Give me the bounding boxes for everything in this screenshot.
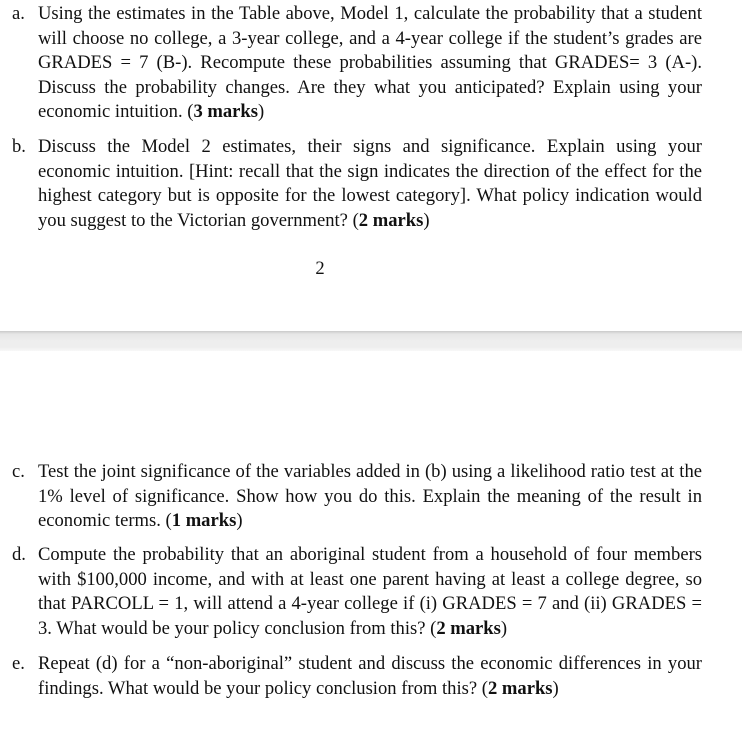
page-number: 2: [315, 258, 325, 279]
question-a: [12, 2, 702, 125]
marks-close: ): [552, 677, 559, 699]
question-text: [38, 135, 702, 233]
question-d: [12, 543, 702, 641]
question-b: [12, 135, 702, 233]
marks-open: (: [165, 510, 172, 532]
marks-close: ): [423, 209, 430, 231]
question-text: [38, 543, 702, 641]
marks-open: (: [481, 677, 488, 699]
question-body: Using the estimates in the Table above, Model 1, calculate the probability that a student will choose no college, a 3-year college, and a 4-year college if the student’s grades are GRADES = 7 (B-). Recompute these probabilities assuming that GRADES= 3 (A-). Discuss the probability changes. Are they what you anticipated? Explain using your economic intuition.: [38, 3, 702, 123]
marks-open: (: [187, 101, 194, 123]
question-body: Test the joint significance of the variables added in (b) using a likelihood ratio test at the 1% level of significance. Show how you do this. Explain the meaning of the result in economic terms.: [38, 461, 702, 532]
question-text: [38, 2, 702, 125]
question-body: Compute the probability that an aboriginal student from a household of four members with $100,000 income, and with at least one parent having at least a college degree, so that PARCOLL = 1, will attend a 4-year college if (i) GRADES = 7 and (ii) GRADES = 3. What would be your policy conclusion from this?: [38, 544, 702, 639]
page-break-divider: [0, 331, 742, 351]
question-e: [12, 652, 702, 701]
marks-value: 2 marks: [436, 617, 501, 639]
marks-value: 1 marks: [171, 510, 237, 532]
question-text: [38, 460, 702, 534]
marks-value: 2 marks: [358, 209, 424, 231]
question-text: [38, 652, 702, 701]
marks-close: ): [236, 510, 243, 532]
question-label: d.: [12, 544, 26, 565]
marks-close: ): [500, 617, 508, 639]
question-label: c.: [12, 461, 25, 482]
question-label: b.: [12, 136, 26, 157]
question-label: a.: [12, 3, 25, 24]
marks-value: 2 marks: [487, 677, 553, 699]
question-body: Repeat (d) for a “non-aboriginal” student and discuss the economic differences in your findings. What would be your policy conclusion from this?: [38, 653, 702, 699]
marks-value: 3 marks: [193, 101, 259, 123]
marks-open: (: [352, 209, 359, 231]
question-body: Discuss the Model 2 estimates, their signs and significance. Explain using your economic intuition. [Hint: recall that the sign indicates the direction of the effect for the highest category but is opposite for the lowest category]. What policy indication would you suggest to the Victorian government?: [38, 136, 702, 231]
marks-close: ): [258, 101, 265, 123]
question-label: e.: [12, 653, 25, 674]
marks-open: (: [430, 617, 437, 639]
question-c: [12, 460, 702, 534]
